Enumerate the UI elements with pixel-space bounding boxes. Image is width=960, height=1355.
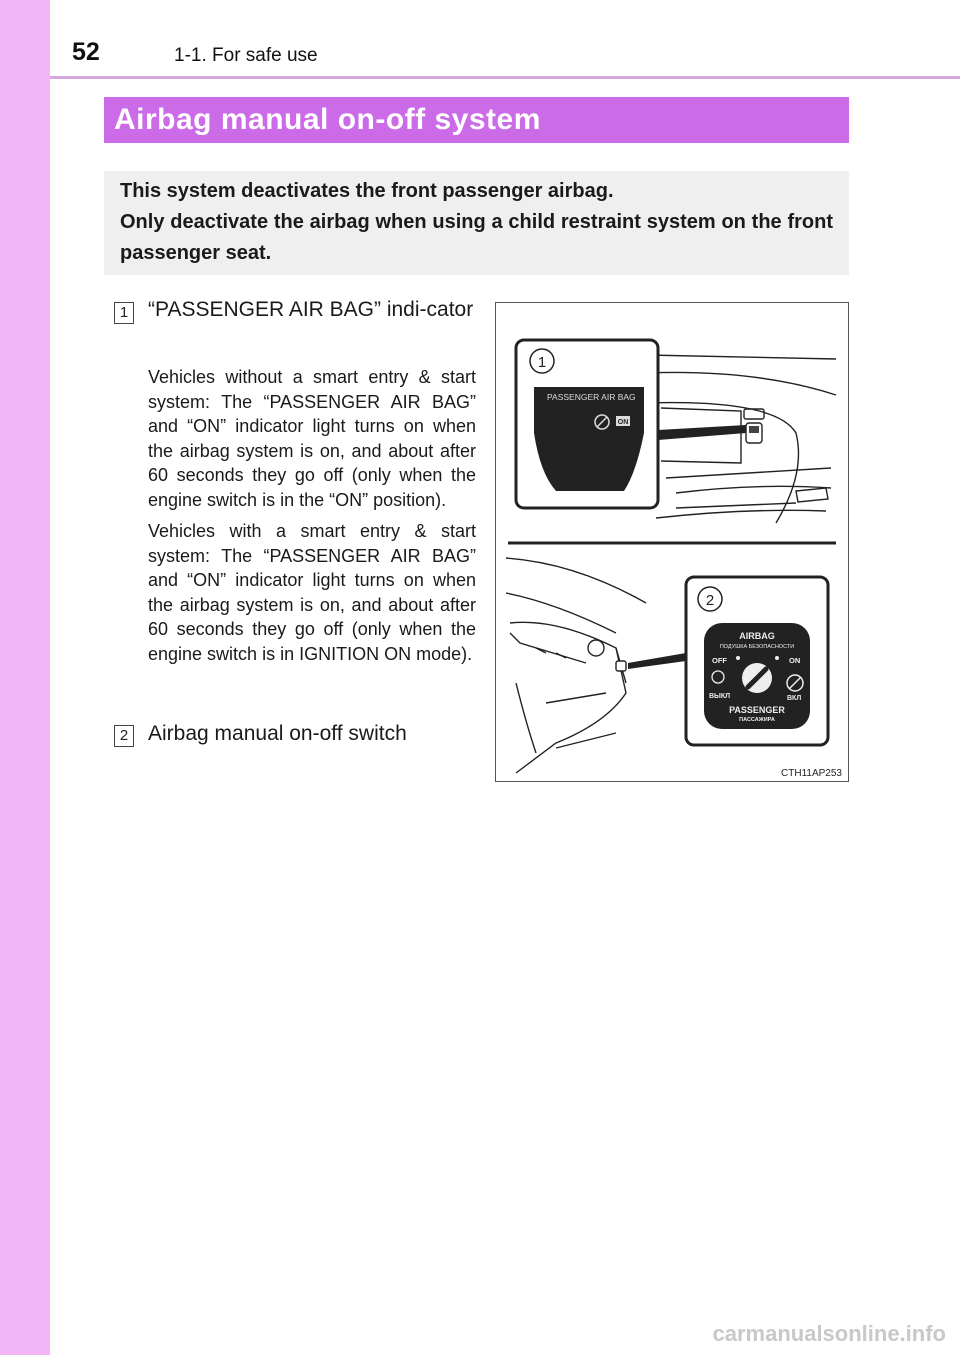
switch-off-label: OFF <box>712 656 727 665</box>
summary-box <box>104 171 849 275</box>
watermark: carmanualsonline.info <box>712 1321 946 1346</box>
item-1-number: 1 <box>114 302 134 324</box>
illustration-drawing <box>496 303 848 781</box>
indicator-label: PASSENGER AIR BAG <box>547 392 636 402</box>
summary-line-1: This system deactivates the front passenger airbag. <box>120 180 614 202</box>
callout-2-number: 2 <box>705 592 715 609</box>
switch-off-label-ru: ВЫКЛ <box>709 693 731 700</box>
item-2-number: 2 <box>114 725 134 747</box>
callout-1-number: 1 <box>537 354 547 371</box>
item-1-paragraph-2: Vehicles with a smart entry & start system: The “PASSENGER AIR BAG” and “ON” indicator light turns on when the airbag system is on, and about after 60 seconds they go off (only when the engine switch is in IGNITION ON mode). <box>148 521 476 664</box>
item-1-description <box>148 365 476 666</box>
item-2-title: Airbag manual on-off switch <box>148 722 407 745</box>
header-rule <box>50 76 960 79</box>
item-1-paragraph-1: Vehicles without a smart entry & start system: The “PASSENGER AIR BAG” and “ON” indicator light turns on when the airbag system is on, and about after 60 seconds they go off (only when the engine switch is in the “ON” position). <box>148 367 476 510</box>
page-number: 52 <box>72 38 100 66</box>
figure-code: CTH11AP253 <box>781 768 842 779</box>
item-1-title: “PASSENGER AIR BAG” indi-cator <box>148 298 474 321</box>
switch-bottom-label-ru: ПАССАЖИРА <box>739 717 775 723</box>
indicator-on-label: ON <box>617 419 629 426</box>
summary-line-2: Only deactivate the airbag when using a child restraint system on the front passenger seat. <box>120 211 833 264</box>
running-header: 1-1. For safe use <box>174 45 318 66</box>
section-title: Airbag manual on-off system <box>104 97 849 143</box>
side-band <box>0 0 50 1355</box>
switch-on-label: ON <box>789 656 801 665</box>
switch-on-label-ru: ВКЛ <box>787 695 802 702</box>
switch-bottom-label: PASSENGER <box>729 705 785 715</box>
switch-top-label-ru: ПОДУШКА БЕЗОПАСНОСТИ <box>719 644 795 650</box>
switch-top-label: AIRBAG <box>739 631 775 641</box>
illustration <box>495 302 849 782</box>
